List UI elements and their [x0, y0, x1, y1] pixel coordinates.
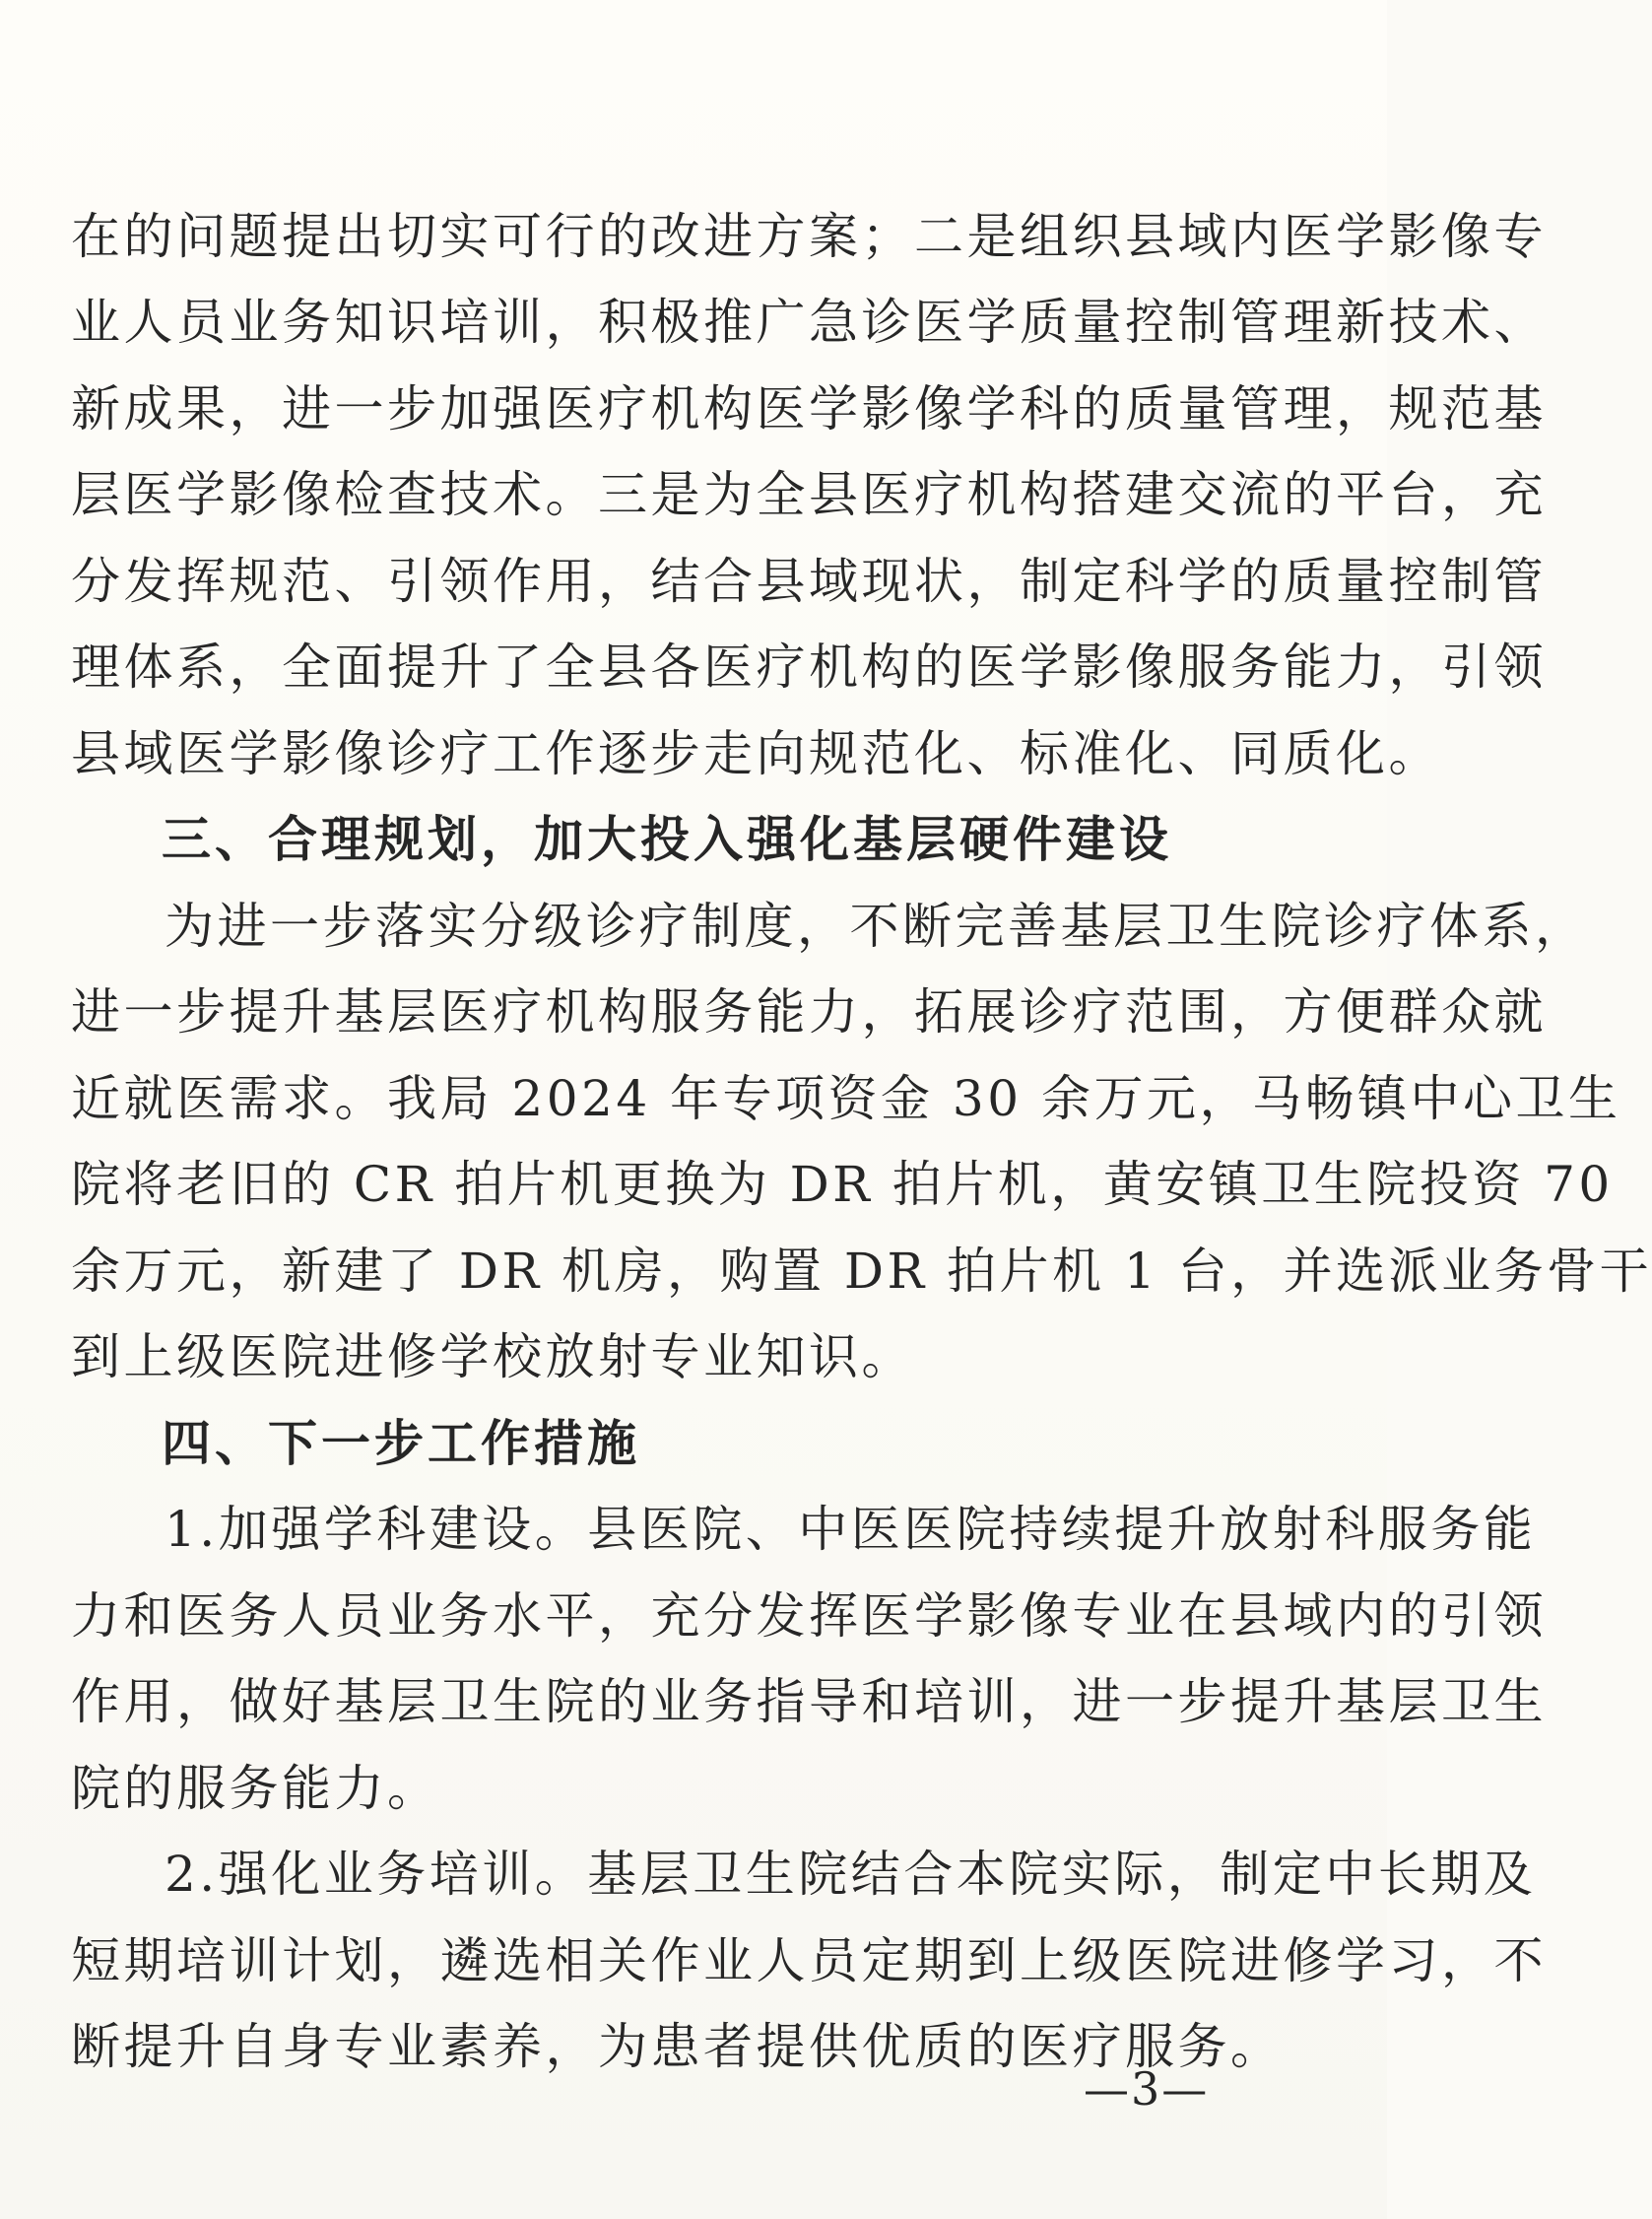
paragraph-line: 在的问题提出切实可行的改进方案；二是组织县域内医学影像专 [71, 208, 1547, 265]
paragraph-line: 县域医学影像诊疗工作逐步走向规范化、标准化、同质化。 [71, 725, 1441, 782]
paragraph-line: 近就医需求。我局 2024 年专项资金 30 余万元，马畅镇中心卫生 [71, 1070, 1621, 1127]
paragraph-line: 作用，做好基层卫生院的业务指导和培训，进一步提升基层卫生 [71, 1673, 1547, 1730]
paragraph-line: 院将老旧的 CR 拍片机更换为 DR 拍片机，黄安镇卫生院投资 70 [71, 1156, 1614, 1213]
paragraph-line: 业人员业务知识培训，积极推广急诊医学质量控制管理新技术、 [71, 294, 1547, 351]
paragraph-line: 进一步提升基层医疗机构服务能力，拓展诊疗范围，方便群众就 [71, 983, 1547, 1041]
paragraph-line: 断提升自身专业素养，为患者提供优质的医疗服务。 [71, 2018, 1284, 2075]
paragraph-line: 1.加强学科建设。县医院、中医医院持续提升放射科服务能 [165, 1501, 1537, 1558]
paragraph-line: 层医学影像检查技术。三是为全县医疗机构搭建交流的平台，充 [71, 466, 1547, 523]
paragraph-line: 力和医务人员业务水平，充分发挥医学影像专业在县域内的引领 [71, 1587, 1547, 1645]
paragraph-line: 院的服务能力。 [71, 1760, 440, 1817]
section-heading-4: 四、下一步工作措施 [162, 1415, 640, 1472]
section-heading-3: 三、合理规划，加大投入强化基层硬件建设 [162, 811, 1172, 868]
paragraph-line: 理体系，全面提升了全县各医疗机构的医学影像服务能力，引领 [71, 639, 1547, 696]
paragraph-line: 新成果，进一步加强医疗机构医学影像学科的质量管理，规范基 [71, 380, 1547, 437]
paragraph-line: 为进一步落实分级诊疗制度，不断完善基层卫生院诊疗体系， [165, 898, 1588, 955]
paragraph-line: 余万元，新建了 DR 机房，购置 DR 拍片机 1 台，并选派业务骨干 [71, 1243, 1652, 1300]
paragraph-line: 分发挥规范、引领作用，结合县域现状，制定科学的质量控制管 [71, 553, 1547, 610]
paragraph-line: 到上级医院进修学校放射专业知识。 [71, 1328, 914, 1385]
page-number: —3— [1084, 2062, 1210, 2116]
paragraph-line: 2.强化业务培训。基层卫生院结合本院实际，制定中长期及 [165, 1846, 1537, 1903]
paragraph-line: 短期培训计划，遴选相关作业人员定期到上级医院进修学习，不 [71, 1932, 1547, 1989]
